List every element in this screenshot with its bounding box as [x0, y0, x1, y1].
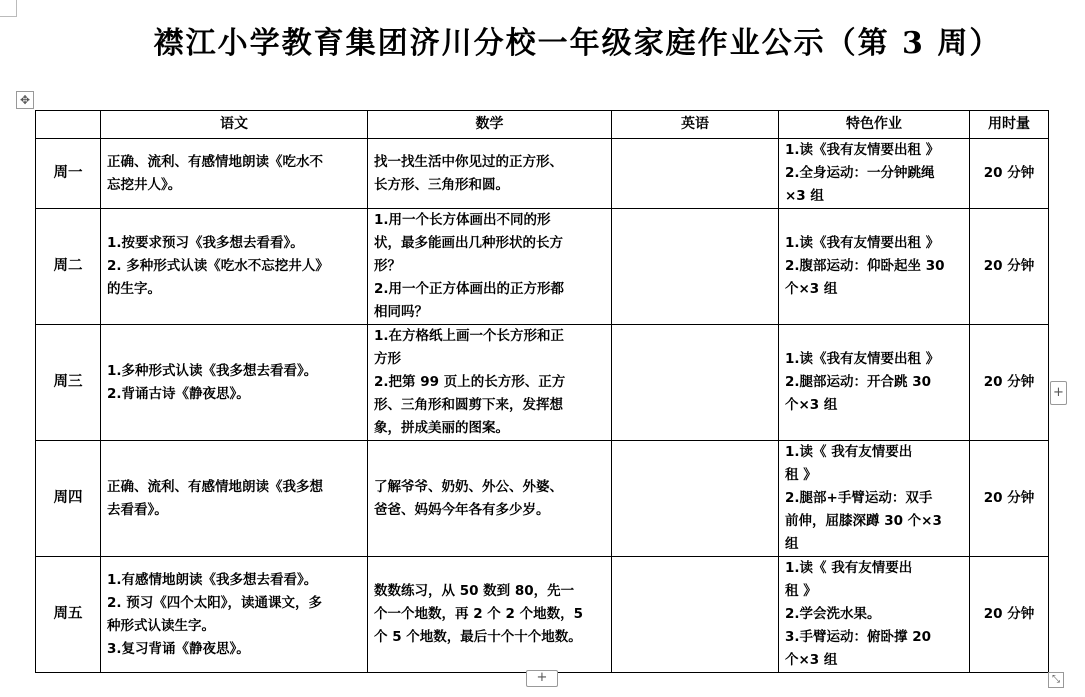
math-line: 形？ — [374, 258, 401, 274]
chinese-line: 2. 预习《四个太阳》，读通课文，多 — [107, 594, 322, 611]
special-cell — [779, 557, 970, 673]
day-cell: 周五 — [36, 557, 101, 673]
chinese-line: 正确、流利、有感情地朗读《我多想 — [107, 478, 323, 495]
time-cell: 20 分钟 — [970, 325, 1049, 441]
math-line: 2.把第 99 页上的长方形、正方 — [374, 374, 566, 390]
add-column-icon[interactable]: + — [1050, 381, 1067, 405]
math-line: 相同吗？ — [374, 304, 428, 320]
special-line: 2.腿部运动：开合跳 30 — [785, 374, 932, 390]
math-line: 2.用一个正方体画出的正方形都 — [374, 281, 565, 297]
chinese-line: 忘挖井人》。 — [107, 176, 182, 193]
math-cell — [368, 139, 612, 209]
table-row — [36, 325, 1049, 441]
chinese-cell — [101, 209, 368, 325]
math-cell — [368, 557, 612, 673]
special-cell — [779, 441, 970, 557]
header-english: 英语 — [612, 111, 779, 139]
math-line: 状，最多能画出几种形状的长方 — [374, 235, 563, 251]
math-line: 数数练习，从 50 数到 80，先一 — [374, 583, 575, 599]
math-line: 1.在方格纸上画一个长方形和正 — [374, 328, 565, 344]
special-line: 2.学会洗水果。 — [785, 606, 881, 622]
special-line: 个×3 组 — [785, 652, 838, 668]
chinese-line: 1.按要求预习《我多想去看看》。 — [107, 235, 304, 251]
special-line: 1.读《 我有友情要出 — [785, 560, 913, 576]
math-line: 方形 — [374, 351, 401, 367]
special-cell — [779, 139, 970, 209]
table-header-row — [36, 111, 1049, 139]
special-line: 1.读《我有友情要出租 》 — [785, 351, 940, 367]
math-line: 1.用一个长方体画出不同的形 — [374, 212, 551, 228]
table-move-icon[interactable]: ✥ — [16, 91, 34, 109]
header-special: 特色作业 — [779, 111, 970, 139]
homework-table — [35, 110, 1049, 673]
math-line: 个一个地数，再 2 个 2 个地数，5 — [374, 606, 583, 622]
time-cell: 20 分钟 — [970, 139, 1049, 209]
header-time: 用时量 — [970, 111, 1049, 139]
page-title: 襟江小学教育集团济川分校一年级家庭作业公示（第 3 周） — [153, 26, 1002, 61]
math-line: 象，拼成美丽的图案。 — [374, 420, 509, 436]
math-line: 长方形、三角形和圆。 — [374, 176, 509, 193]
special-line: 个×3 组 — [785, 281, 838, 297]
special-line: 1.读《我有友情要出租 》 — [785, 142, 940, 158]
chinese-line: 2. 多种形式认读《吃水不忘挖井人》 — [107, 258, 329, 274]
special-line: 2.全身运动：一分钟跳绳 — [785, 165, 935, 181]
time-cell: 20 分钟 — [970, 209, 1049, 325]
day-cell: 周二 — [36, 209, 101, 325]
special-cell — [779, 325, 970, 441]
math-line: 了解爷爷、奶奶、外公、外婆、 — [374, 478, 563, 495]
english-cell — [612, 139, 779, 209]
time-cell: 20 分钟 — [970, 557, 1049, 673]
math-line: 爸爸、妈妈今年各有多少岁。 — [374, 501, 550, 518]
chinese-line: 3.复习背诵《静夜思》。 — [107, 640, 250, 657]
special-line: ×3 组 — [785, 188, 824, 204]
chinese-line: 的生字。 — [107, 281, 161, 297]
chinese-cell — [101, 441, 368, 557]
math-line: 找一找生活中你见过的正方形、 — [374, 153, 563, 170]
special-line: 1.读《 我有友情要出 — [785, 444, 913, 460]
special-line: 2.腿部+手臂运动：双手 — [785, 490, 933, 506]
chinese-line: 正确、流利、有感情地朗读《吃水不 — [107, 153, 323, 170]
chinese-cell — [101, 325, 368, 441]
day-cell: 周四 — [36, 441, 101, 557]
special-line: 组 — [785, 536, 799, 552]
special-line: 1.读《我有友情要出租 》 — [785, 235, 940, 251]
table-row — [36, 209, 1049, 325]
special-line: 个×3 组 — [785, 397, 838, 413]
special-line: 租 》 — [785, 467, 817, 483]
math-line: 个 5 个地数，最后十个十个地数。 — [374, 629, 582, 645]
chinese-line: 1.有感情地朗读《我多想去看看》。 — [107, 571, 318, 588]
chinese-cell — [101, 557, 368, 673]
english-cell — [612, 209, 779, 325]
header-day — [36, 111, 101, 139]
time-cell: 20 分钟 — [970, 441, 1049, 557]
chinese-line: 1.多种形式认读《我多想去看看》。 — [107, 362, 318, 379]
math-cell — [368, 209, 612, 325]
chinese-cell — [101, 139, 368, 209]
header-math: 数学 — [368, 111, 612, 139]
day-cell: 周一 — [36, 139, 101, 209]
math-cell — [368, 325, 612, 441]
table-resize-icon[interactable]: ⤡ — [1048, 672, 1064, 688]
table-row — [36, 441, 1049, 557]
chinese-line: 2.背诵古诗《静夜思》。 — [107, 385, 250, 402]
english-cell — [612, 557, 779, 673]
special-line: 3.手臂运动：俯卧撑 20 — [785, 629, 932, 645]
add-row-icon[interactable]: + — [526, 670, 558, 687]
special-line: 前伸，屈膝深蹲 30 个×3 — [785, 513, 942, 529]
page-corner-mark — [0, 0, 17, 17]
special-line: 2.腹部运动：仰卧起坐 30 — [785, 258, 945, 274]
header-chinese: 语文 — [101, 111, 368, 139]
special-cell — [779, 209, 970, 325]
chinese-line: 种形式认读生字。 — [107, 617, 215, 634]
english-cell — [612, 325, 779, 441]
special-line: 租 》 — [785, 583, 817, 599]
chinese-line: 去看看》。 — [107, 501, 168, 518]
math-cell — [368, 441, 612, 557]
english-cell — [612, 441, 779, 557]
day-cell: 周三 — [36, 325, 101, 441]
table-row — [36, 139, 1049, 209]
math-line: 形、三角形和圆剪下来，发挥想 — [374, 397, 563, 413]
table-row — [36, 557, 1049, 673]
